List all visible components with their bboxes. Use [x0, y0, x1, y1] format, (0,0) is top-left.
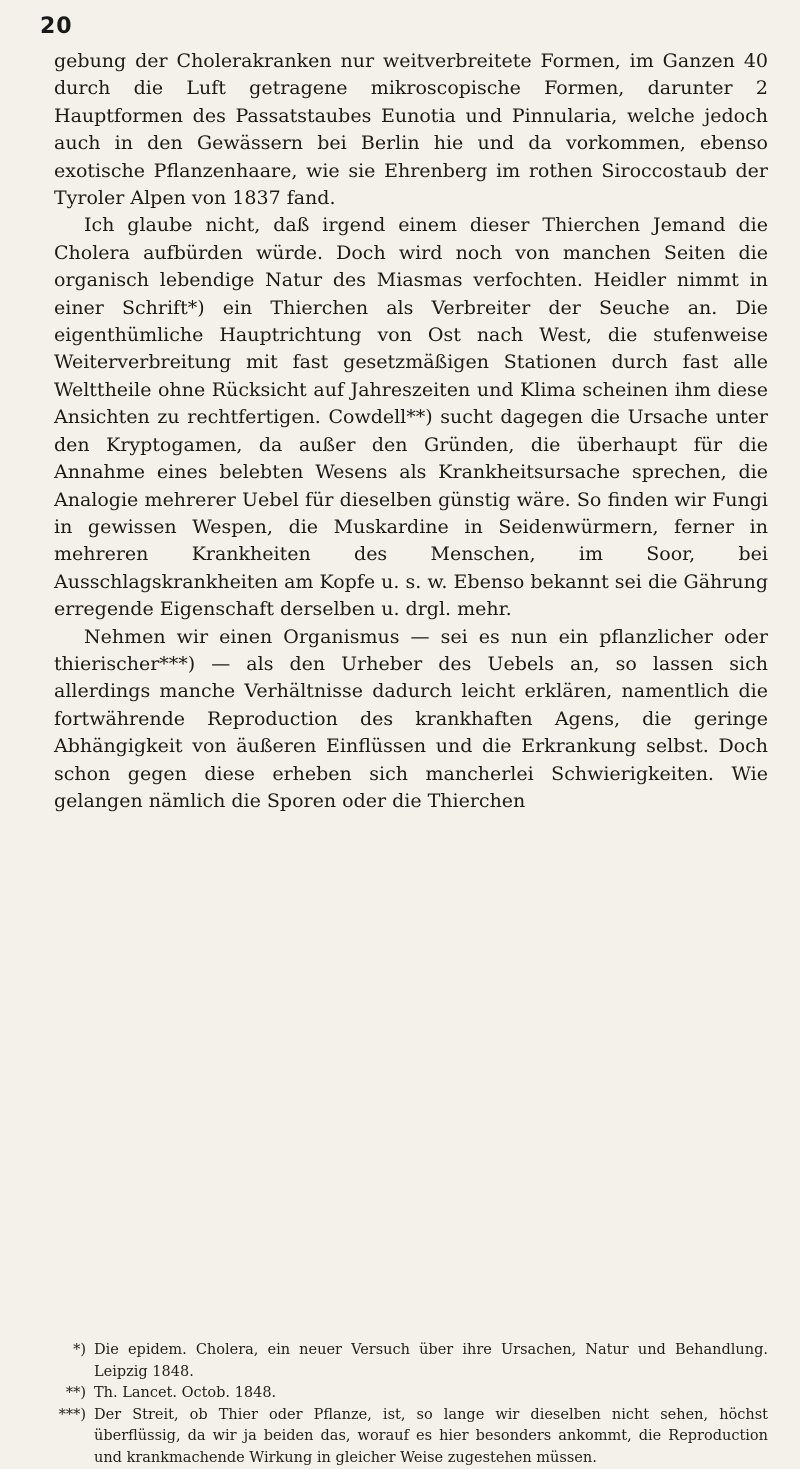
footnote-3: [54, 1405, 768, 1469]
paragraph-3: Nehmen wir einen Organismus — sei es nun ein pflanzlicher oder thierischer***) — als den Urheber des Uebels an, so lassen sich allerdings manche Verhältnisse dadurch leicht erklären, namentlich die fortwährende Reproduction des krankhaften Agens, die geringe Abhängigkeit von äußeren Einflüssen und die Erkrankung selbst. Doch schon gegen diese erheben sich mancherlei Schwierigkeiten. Wie gelangen nämlich die Sporen oder die Thierchen: [54, 624, 768, 816]
body-text: [54, 48, 768, 815]
paragraph-2: Ich glaube nicht, daß irgend einem dieser Thierchen Jemand die Cholera aufbürden würde. Doch wird noch von manchen Seiten die organisch lebendige Natur des Miasmas verfochten. Heidler nimmt in einer Schrift*) ein Thierchen als Verbreiter der Seuche an. Die eigenthümliche Hauptrichtung von Ost nach West, die stufenweise Weiterverbreitung mit fast gesetzmäßigen Stationen durch fast alle Welttheile ohne Rücksicht auf Jahreszeiten und Klima scheinen ihm diese Ansichten zu rechtfertigen. Cowdell**) sucht dagegen die Ursache unter den Kryptogamen, da außer den Gründen, die überhaupt für die Annahme eines belebten Wesens als Krankheitsursache sprechen, die Analogie mehrerer Uebel für dieselben günstig wäre. So finden wir Fungi in gewissen Wespen, die Muskardine in Seidenwürmern, ferner in mehreren Krankheiten des Menschen, im Soor, bei Ausschlagskrankheiten am Kopfe u. s. w. Ebenso bekannt sei die Gährung erregende Eigenschaft derselben u. drgl. mehr.: [54, 212, 768, 623]
footnote-1: [54, 1340, 768, 1383]
footnote-marker: *): [54, 1340, 94, 1383]
footnote-text: Die epidem. Cholera, ein neuer Versuch über ihre Ursachen, Natur und Behandlung. Leipzig 1848.: [94, 1340, 768, 1383]
footnote-marker: **): [54, 1383, 94, 1405]
footnote-text: Der Streit, ob Thier oder Pflanze, ist, so lange wir dieselben nicht sehen, höchst überflüssig, da wir ja beiden das, worauf es hier besonders ankommt, die Reproduction und krankmachende Wirkung in gleicher Weise zugestehen müssen.: [94, 1405, 768, 1469]
paragraph-1-continuation: gebung der Cholerakranken nur weitverbreitete Formen, im Ganzen 40 durch die Luft getragene mikroscopische Formen, darunter 2 Hauptformen des Passatstaubes Eunotia und Pinnularia, welche jedoch auch in den Gewässern bei Berlin hie und da vorkommen, ebenso exotische Pflanzenhaare, wie sie Ehrenberg im rothen Siroccostaub der Tyroler Alpen von 1837 fand.: [54, 48, 768, 212]
page-number: 20: [40, 14, 73, 39]
footnotes: [54, 1340, 768, 1469]
footnote-2: [54, 1383, 768, 1405]
footnote-marker: ***): [54, 1405, 94, 1469]
footnote-text: Th. Lancet. Octob. 1848.: [94, 1383, 768, 1405]
